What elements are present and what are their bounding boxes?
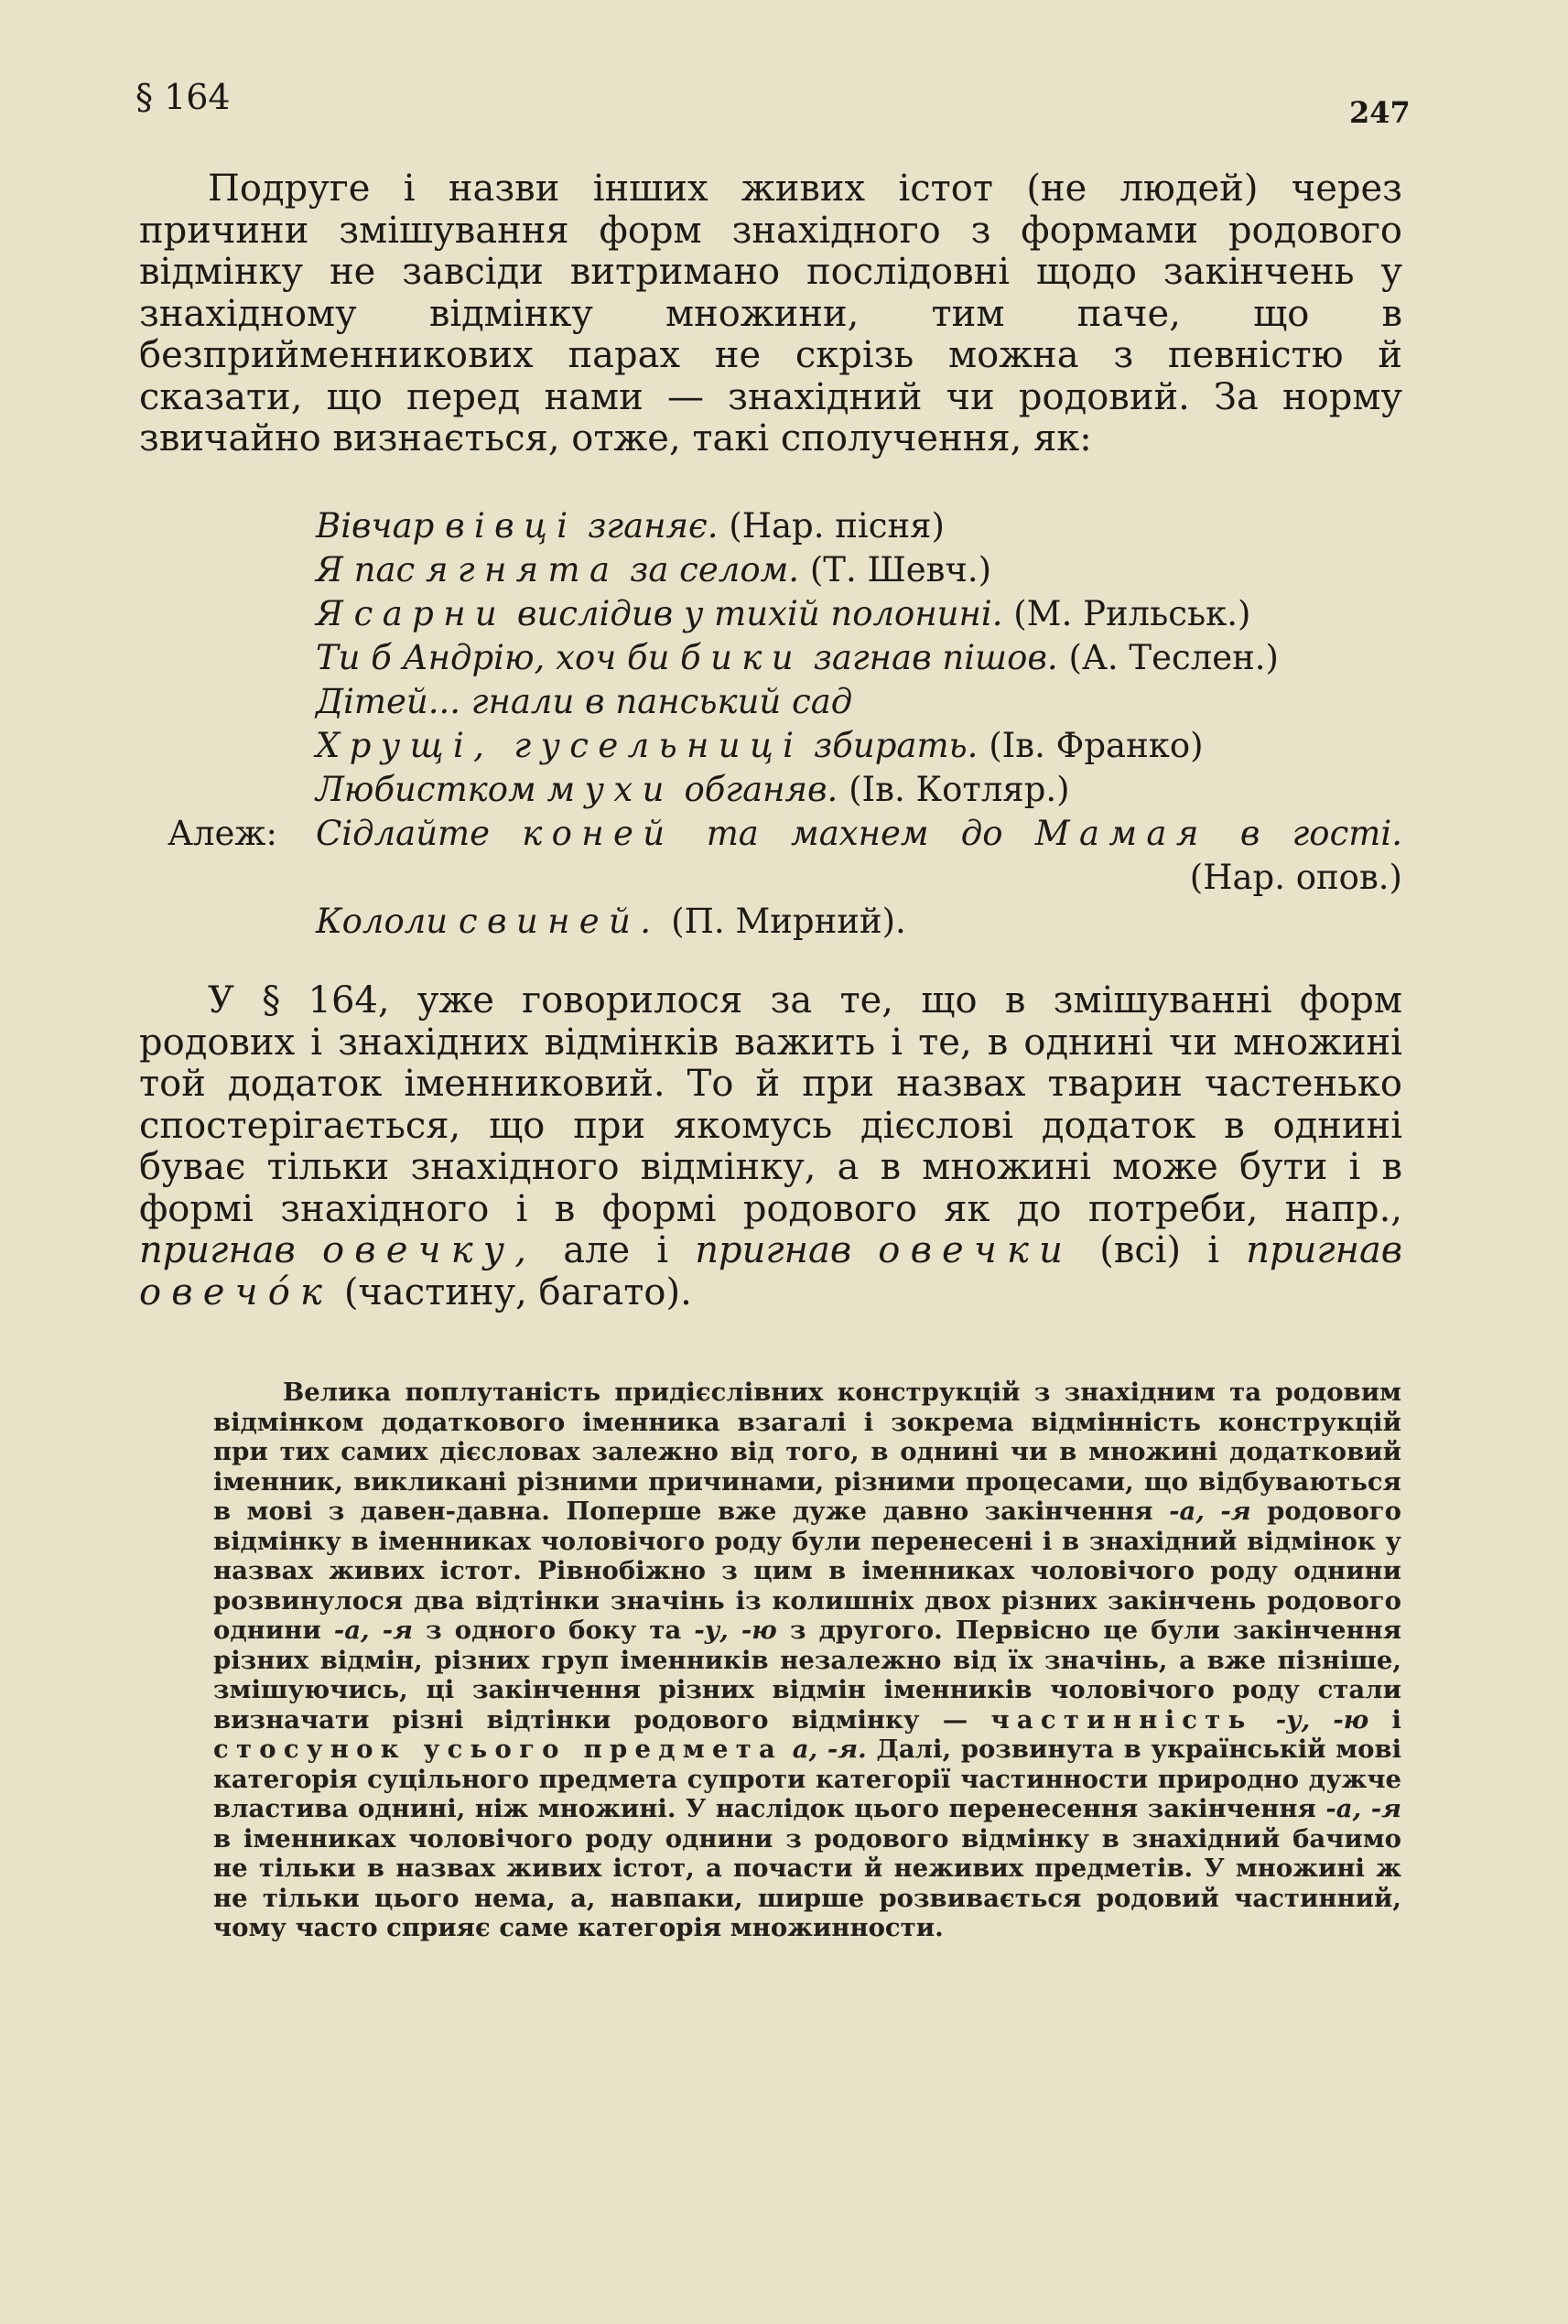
quote-line: Кололи свиней. (П. Мирний).	[316, 902, 906, 941]
quote-line: Я пас ягнята за селом. (Т. Шевч.)	[316, 550, 992, 589]
quote-line: Дітей... гнали в панський сад	[316, 682, 853, 721]
contrast-source: (Нар. опов.)	[1189, 858, 1402, 897]
contrast-quote: Сідлайте коней та махнем до Мамая в гості.	[316, 814, 1402, 853]
quote-line: Хрущі, гусельниці збирать. (Ів. Франко)	[316, 726, 1204, 765]
quote-line: Любистком мухи обганяв. (Ів. Котляр.)	[316, 770, 1070, 809]
page-number: 247	[1349, 95, 1411, 130]
contrast-label: Алеж:	[168, 814, 277, 853]
paragraph-intro: Подруге і назви інших живих істот (не людей) через причини змішування форм знахідного з формами родового відмінку не завсіди витримано послідовні щодо закінчень у знахідному відмінку множини, тим паче, що в безприйменникових парах не скрізь можна з певністю й сказати, що перед нами — знахідний чи родовий. За норму звичайно визнається, отже, такі сполучення, як:	[139, 168, 1402, 459]
paragraph-main: У § 164, уже говорилося за те, що в змішуванні форм родових і знахідних відмінків важить і те, в однині чи множині той додаток іменниковий. То й при назвах тварин частенько спостерігається, що при якомусь дієслові додаток в однині буває тільки знахідного відмінку, а в множині може бути і в формі знахідного і в формі родового як до потреби, напр., пригнав овечку, але і пригнав овечки (всі) і пригнав овечо́к (частину, багато).	[139, 979, 1403, 1313]
quote-line: Ти б Андрію, хоч би бики загнав пішов. (А. Теслен.)	[316, 638, 1279, 677]
footnote: Велика поплутаність придієслівних конструкцій з знахідним та родовим відмінком додаткового іменника взагалі і зокрема відмінність конструкцій при тих самих дієсловах залежно від того, в однині чи в множині додатковий іменник, викликані різними причинами, різними процесами, що відбуваються в мові з давен-давна. Поперше вже дуже давно закінчення -а, -я родового відмінку в іменниках чоловічого роду були перенесені і в знахідний відмінок у назвах живих істот. Рівнобіжно з цим в іменниках чоловічого роду однини розвинулося два відтінки значінь із колишніх двох різних закінчень родового однини -а, -я з одного боку та -у, -ю з другого. Первісно це були закінчення різних відмін, різних груп іменників незалежно від їх значінь, а вже пізніше, змішуючись, ці закінчення різних відмін іменників чоловічого роду стали визначати різні відтінки родового відмінку — частинність -у, -ю і стосунок усього предмета а, -я. Далі, розвинута в українській мові категорія суцільного предмета супроти категорії частинности природно дужче властива однині, ніж множині. У наслідок цього перенесення закінчення -а, -я в іменниках чоловічого роду однини з родового відмінку в знахідний бачимо не тільки в назвах живих істот, а почасти й неживих предметів. У множині ж не тільки цього нема, а, навпаки, ширше розвивається родовий частинний, чому часто сприяє саме категорія множинности.	[213, 1378, 1402, 1942]
section-number: § 164	[135, 77, 231, 117]
quote-line: Я сарни вислідив у тихій полонині. (М. Рильськ.)	[316, 594, 1251, 633]
quote-line: Вівчар вівці зганяє. (Нар. пісня)	[316, 506, 945, 546]
